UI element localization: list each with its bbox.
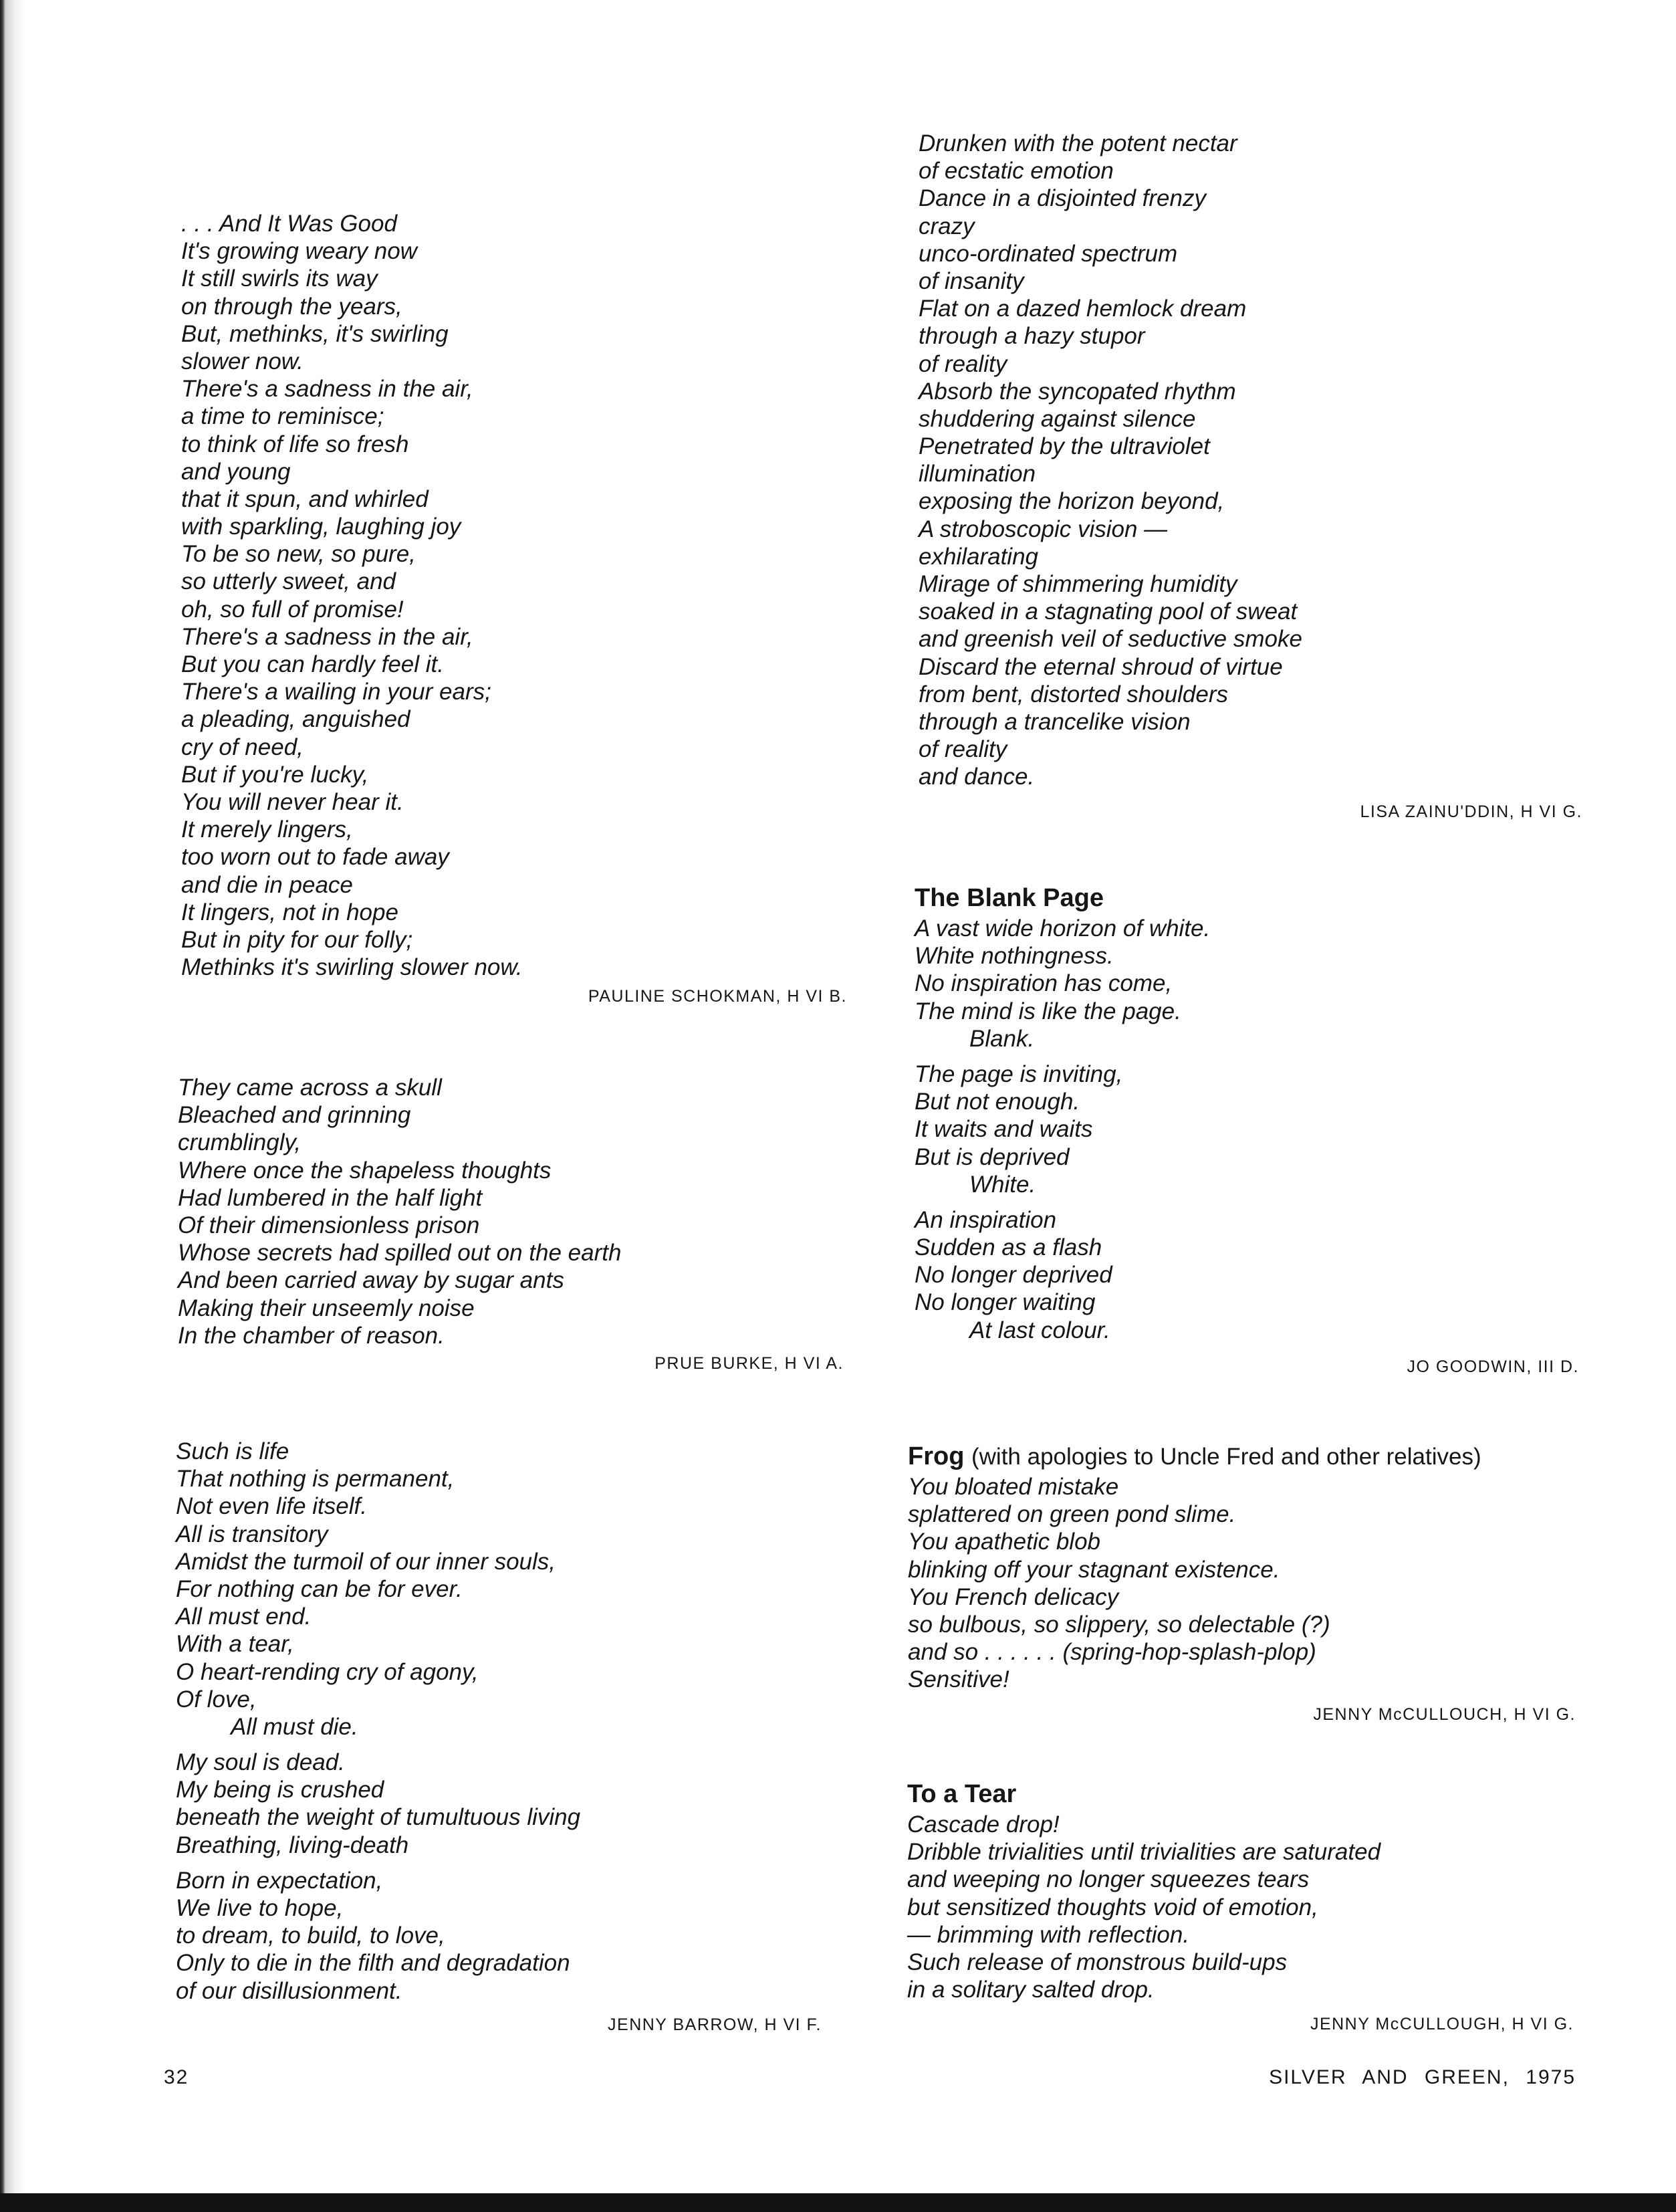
poem-line: to think of life so fresh — [181, 431, 409, 457]
poem-drunken — [919, 130, 1302, 791]
poem-stanza-2 — [176, 1749, 580, 1859]
poem-line: Breathing, living-death — [176, 1832, 409, 1858]
poem-line: There's a wailing in your ears; — [181, 679, 491, 705]
poem-line: exhilarating — [919, 543, 1038, 570]
poem-line: But if you're lucky, — [181, 761, 369, 788]
poem-line: Not even life itself. — [176, 1493, 367, 1520]
poem-title: Frog — [908, 1442, 965, 1470]
poem-line: Dribble trivialities until trivialities are saturated — [907, 1839, 1381, 1866]
poem-line: — brimming with reflection. — [907, 1921, 1190, 1948]
poem-line: Such is life — [176, 1438, 289, 1464]
poem-line: slower now. — [181, 348, 304, 374]
poem-line: soaked in a stagnating pool of sweat — [919, 598, 1298, 625]
poem-line: There's a sadness in the air, — [181, 376, 473, 403]
poem-line: That nothing is permanent, — [176, 1466, 455, 1492]
poem-line: It lingers, not in hope — [181, 899, 398, 925]
poem-line: You apathetic blob — [908, 1529, 1101, 1555]
poem-line: and die in peace — [181, 871, 353, 898]
poem-line: Of their dimensionless prison — [178, 1212, 480, 1238]
poem-line: O heart-rending cry of agony, — [176, 1658, 479, 1685]
poem-line: It's growing weary now — [181, 238, 417, 265]
poem-line: You French delicacy — [908, 1583, 1119, 1610]
poem-line: in a solitary salted drop. — [907, 1977, 1155, 2003]
poem-line: Drunken with the potent nectar — [919, 130, 1237, 156]
poem-line: so bulbous, so slippery, so delectable (?) — [908, 1611, 1330, 1638]
poem-line: Whose secrets had spilled out on the earth — [178, 1240, 622, 1266]
poem-line: shuddering against silence — [919, 405, 1196, 432]
poem-line: through a hazy stupor — [919, 323, 1145, 350]
poem-line: splattered on green pond slime. — [908, 1501, 1236, 1528]
poem-line: An inspiration — [915, 1206, 1057, 1233]
poem-line: Absorb the syncopated rhythm — [919, 378, 1236, 405]
poem-line: so utterly sweet, and — [181, 568, 396, 595]
poem-line: Where once the shapeless thoughts — [178, 1157, 552, 1184]
poem-line: of reality — [919, 736, 1007, 763]
poem-author: JENNY McCULLOUGH, H VI G. — [1310, 2015, 1574, 2033]
poem-line: Born in expectation, — [176, 1867, 383, 1894]
poem-line: Bleached and grinning — [178, 1102, 411, 1129]
poem-line: No longer waiting — [915, 1289, 1096, 1316]
poem-skull — [178, 1074, 621, 1349]
poem-line: crumblingly, — [178, 1129, 302, 1156]
poem-line: You will never hear it. — [181, 788, 404, 815]
poem-line: of insanity — [919, 267, 1024, 294]
poem-line: With a tear, — [176, 1631, 294, 1658]
poem-lines — [919, 130, 1302, 791]
poem-line: too worn out to fade away — [181, 844, 449, 871]
poem-line: But is deprived — [915, 1143, 1070, 1170]
poem-line: For nothing can be for ever. — [176, 1575, 463, 1602]
scan-bottom-edge — [0, 2193, 1676, 2212]
poem-line: and weeping no longer squeezes tears — [907, 1866, 1310, 1893]
poem-line: illumination — [919, 461, 1036, 487]
poem-line: No inspiration has come, — [915, 970, 1173, 997]
poem-author: JENNY BARROW, H VI F. — [608, 2015, 822, 2034]
poem-line: and greenish veil of seductive smoke — [919, 626, 1302, 653]
poem-line: In the chamber of reason. — [178, 1322, 445, 1349]
poem-line: Blank. — [969, 1025, 1035, 1052]
poem-line: All must end. — [176, 1603, 312, 1630]
poem-author: LISA ZAINU'DDIN, H VI G. — [1360, 802, 1582, 821]
poem-stanza-2 — [915, 1061, 1210, 1198]
poem-line: At last colour. — [969, 1317, 1110, 1343]
page-number: 32 — [164, 2066, 189, 2088]
page-binding-edge — [0, 0, 27, 2212]
poem-line: Had lumbered in the half light — [178, 1184, 483, 1211]
poem-line: Such release of monstrous build-ups — [907, 1949, 1288, 1975]
poem-stanza-1 — [915, 915, 1210, 1053]
poem-line: beneath the weight of tumultuous living — [176, 1804, 581, 1831]
poem-line: on through the years, — [181, 293, 402, 320]
poem-line: But, methinks, it's swirling — [181, 320, 449, 347]
poem-frog — [908, 1440, 1481, 1694]
poem-line: There's a sadness in the air, — [181, 623, 473, 650]
poem-line: My soul is dead. — [176, 1749, 345, 1776]
poem-line: from bent, distorted shoulders — [919, 681, 1229, 707]
poem-line: The mind is like the page. — [915, 998, 1181, 1024]
poem-stanza-3 — [176, 1867, 580, 2005]
poem-line: It still swirls its way — [181, 265, 378, 292]
poem-line: . . . And It Was Good — [181, 211, 397, 237]
poem-line: that it spun, and whirled — [181, 485, 429, 512]
poem-lines — [907, 1811, 1381, 2003]
poem-line: blinking off your stagnant existence. — [908, 1556, 1280, 1583]
poem-line: And been carried away by sugar ants — [178, 1267, 564, 1294]
poem-line: exposing the horizon beyond, — [919, 488, 1225, 515]
poem-line: My being is crushed — [176, 1777, 384, 1803]
poem-author: PRUE BURKE, H VI A. — [654, 1354, 844, 1373]
poem-stanza-3 — [915, 1206, 1210, 1344]
poem-line: Amidst the turmoil of our inner souls, — [176, 1548, 556, 1575]
poem-line: but sensitized thoughts void of emotion, — [907, 1894, 1318, 1920]
poem-line: Dance in a disjointed frenzy — [919, 185, 1206, 212]
poem-line: But you can hardly feel it. — [181, 651, 444, 677]
poem-line: Making their unseemly noise — [178, 1295, 475, 1321]
poem-stanza-1 — [176, 1438, 580, 1741]
poem-line: Cascade drop! — [907, 1811, 1060, 1838]
poem-line: Methinks it's swirling slower now. — [181, 954, 523, 981]
poem-line: Penetrated by the ultraviolet — [919, 433, 1210, 460]
poem-line: unco-ordinated spectrum — [919, 240, 1178, 267]
poem-line: A stroboscopic vision — — [919, 516, 1168, 542]
poem-title: The Blank Page — [915, 884, 1104, 912]
poem-line: We live to hope, — [176, 1895, 344, 1921]
poem-author: JENNY McCULLOUCH, H VI G. — [1313, 1705, 1576, 1724]
poem-line: and young — [181, 458, 291, 485]
poem-line: and so . . . . . . (spring-hop-splash-plop) — [908, 1639, 1316, 1666]
poem-line: of ecstatic emotion — [919, 158, 1114, 185]
poem-line: a pleading, anguished — [181, 706, 410, 733]
poem-line: You bloated mistake — [908, 1474, 1119, 1500]
poem-title-row — [908, 1440, 1481, 1473]
poem-title: To a Tear — [907, 1780, 1017, 1808]
poem-author: PAULINE SCHOKMAN, H VI B. — [588, 987, 847, 1006]
poem-line: All must die. — [231, 1713, 358, 1740]
poem-line: a time to reminisce; — [181, 403, 384, 430]
poem-line: It merely lingers, — [181, 816, 353, 843]
poem-line: through a trancelike vision — [919, 708, 1191, 735]
poem-line: with sparkling, laughing joy — [181, 514, 461, 540]
poem-and-it-was-good — [181, 210, 522, 981]
poem-line: To be so new, so pure, — [181, 541, 416, 568]
poem-line: Sudden as a flash — [915, 1234, 1102, 1261]
poem-line: of our disillusionment. — [176, 1977, 402, 2004]
poem-line: cry of need, — [181, 734, 304, 760]
poem-line: No longer deprived — [915, 1262, 1112, 1289]
poem-line: oh, so full of promise! — [181, 596, 404, 623]
poem-line: White. — [969, 1171, 1036, 1198]
poem-line: A vast wide horizon of white. — [915, 915, 1211, 942]
poem-line: All is transitory — [176, 1521, 328, 1547]
poem-line: of reality — [919, 350, 1007, 377]
poem-line: But not enough. — [915, 1089, 1080, 1115]
publication-footer: SILVER AND GREEN, 1975 — [1269, 2066, 1576, 2088]
poem-lines — [908, 1473, 1481, 1694]
poem-subtitle: (with apologies to Uncle Fred and other relatives) — [971, 1444, 1481, 1470]
poem-line: Only to die in the filth and degradation — [176, 1950, 570, 1977]
poem-line: Sensitive! — [908, 1666, 1009, 1693]
poem-line: Mirage of shimmering humidity — [919, 571, 1237, 597]
poem-line: Flat on a dazed hemlock dream — [919, 296, 1247, 322]
poem-author: JO GOODWIN, III D. — [1407, 1357, 1579, 1376]
poem-lines — [178, 1074, 621, 1349]
poem-line: Discard the eternal shroud of virtue — [919, 653, 1283, 680]
poem-line: It waits and waits — [915, 1116, 1093, 1143]
poem-line: White nothingness. — [915, 943, 1114, 970]
poem-line: to dream, to build, to love, — [176, 1922, 445, 1949]
poem-line: The page is inviting, — [915, 1061, 1123, 1087]
poem-to-a-tear — [907, 1777, 1381, 2003]
poem-line: and dance. — [919, 764, 1035, 790]
poem-line: crazy — [919, 213, 975, 239]
poem-line: They came across a skull — [178, 1075, 442, 1101]
poem-line: Of love, — [176, 1686, 257, 1712]
poem-such-is-life — [176, 1438, 580, 2005]
poem-blank-page — [915, 881, 1210, 1344]
poem-line: But in pity for our folly; — [181, 926, 413, 953]
poem-lines — [181, 210, 522, 981]
